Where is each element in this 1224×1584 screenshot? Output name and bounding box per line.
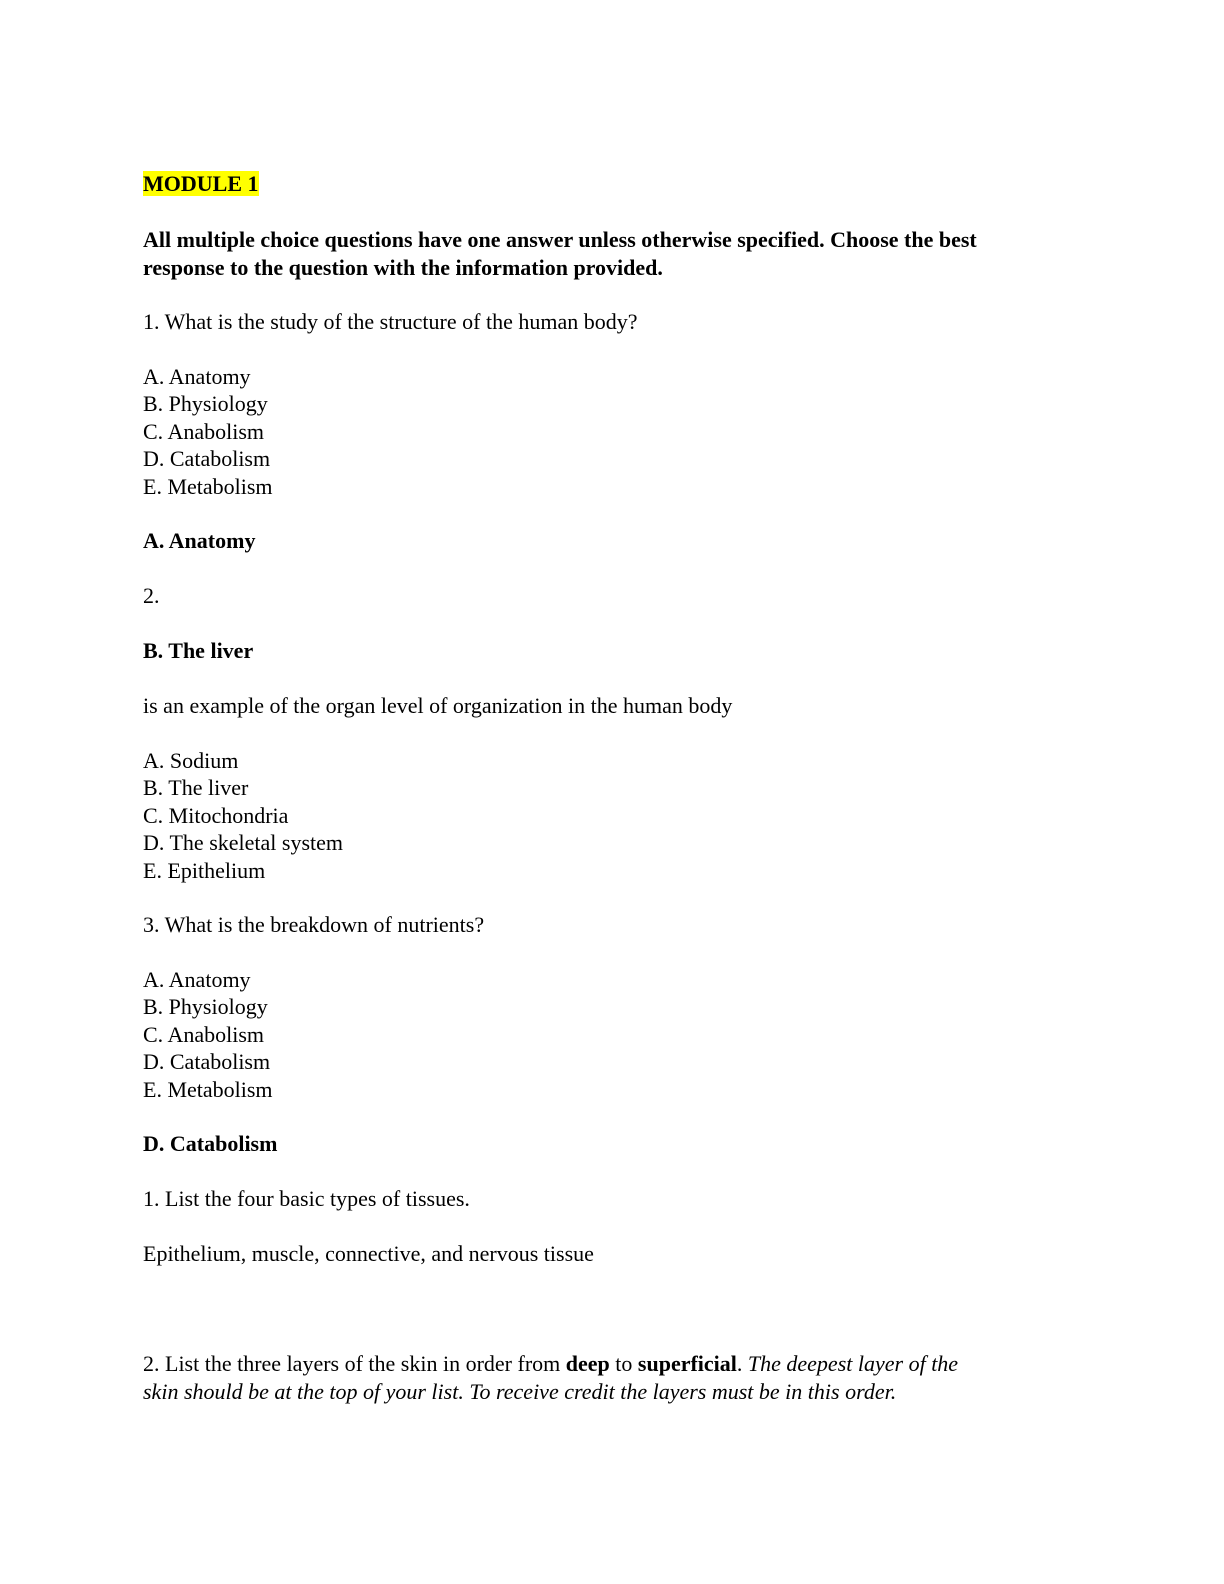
short-answer-2-superficial: superficial [637, 1351, 737, 1376]
q2-option-a: A. Sodium [143, 748, 239, 773]
q1-option-d: D. Catabolism [143, 446, 271, 471]
module-title-highlight: MODULE 1 [143, 171, 259, 196]
q2-option-c: C. Mitochondria [143, 803, 289, 828]
question-2-number: 2. [143, 583, 160, 608]
q1-answer: A. Anatomy [143, 528, 256, 553]
short-answer-2-period: . [736, 1351, 748, 1376]
short-answer-2-deep: deep [565, 1351, 610, 1376]
q3-option-d: D. Catabolism [143, 1049, 271, 1074]
q3-answer: D. Catabolism [143, 1131, 278, 1156]
short-answer-2-italic-1: The deepest layer of the [747, 1351, 959, 1376]
question-2-statement: is an example of the organ level of organization in the human body [143, 693, 733, 718]
q2-option-e: E. Epithelium [143, 858, 266, 883]
short-answer-1-question: 1. List the four basic types of tissues. [143, 1186, 470, 1211]
question-3: 3. What is the breakdown of nutrients? [143, 912, 485, 937]
question-1: 1. What is the study of the structure of the human body? [143, 309, 638, 334]
module-title [143, 170, 259, 197]
q3-option-c: C. Anabolism [143, 1022, 265, 1047]
instructions-line-2: response to the question with the information provided. [143, 255, 663, 280]
short-answer-2-line-2: skin should be at the top of your list. To receive credit the layers must be in this order. [143, 1379, 897, 1404]
short-answer-1-answer: Epithelium, muscle, connective, and nervous tissue [143, 1241, 594, 1266]
q1-option-e: E. Metabolism [143, 474, 273, 499]
q3-option-e: E. Metabolism [143, 1077, 273, 1102]
q3-option-b: B. Physiology [143, 994, 268, 1019]
q3-option-a: A. Anatomy [143, 967, 251, 992]
q1-option-c: C. Anabolism [143, 419, 265, 444]
short-answer-2-line-1 [143, 1350, 958, 1377]
q2-option-d: D. The skeletal system [143, 830, 343, 855]
q2-answer: B. The liver [143, 638, 254, 663]
q2-option-b: B. The liver [143, 775, 249, 800]
instructions-line-1: All multiple choice questions have one answer unless otherwise specified. Choose the best [143, 227, 977, 252]
q1-option-a: A. Anatomy [143, 364, 251, 389]
short-answer-2-prefix: 2. List the three layers of the skin in order from [143, 1351, 566, 1376]
short-answer-2-to: to [609, 1351, 638, 1376]
q1-option-b: B. Physiology [143, 391, 268, 416]
